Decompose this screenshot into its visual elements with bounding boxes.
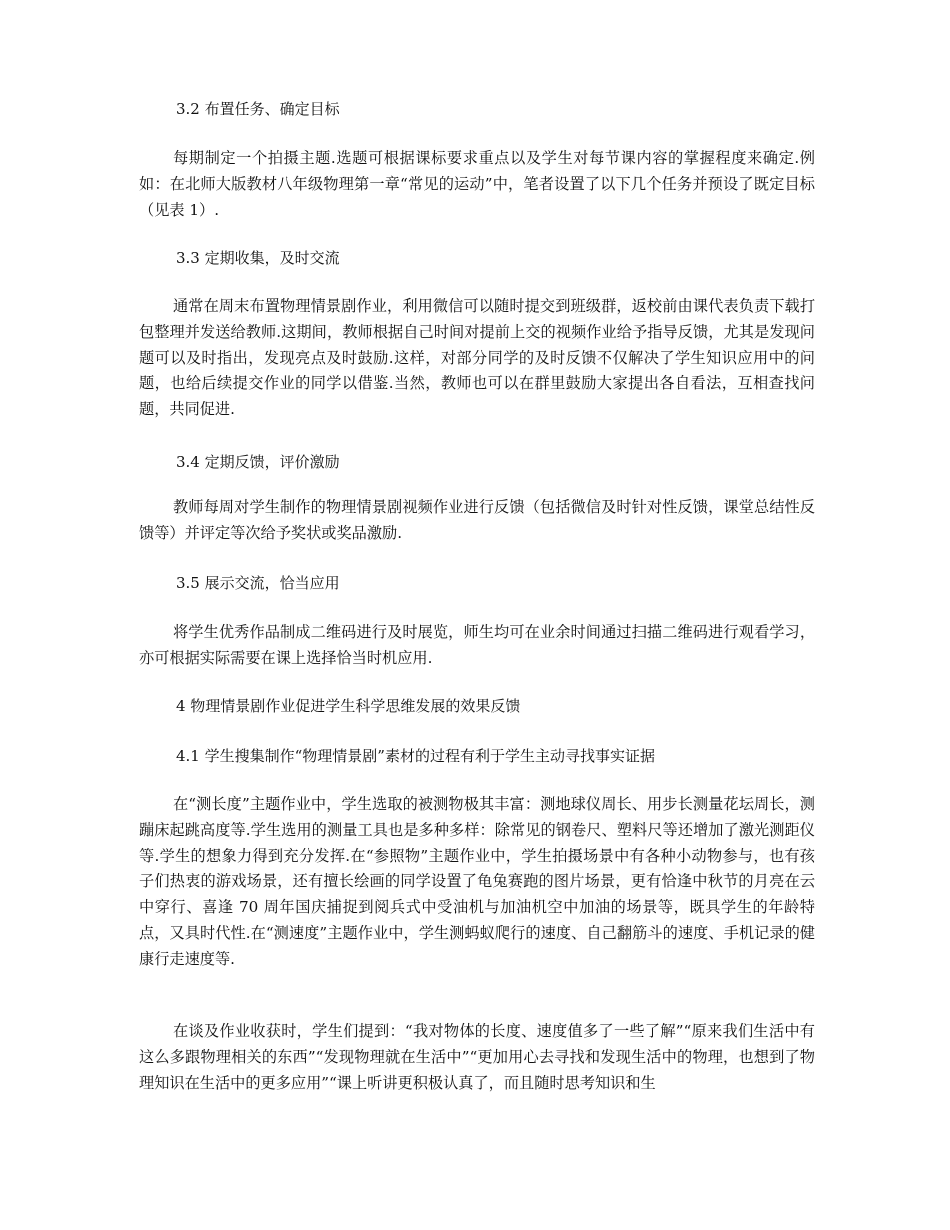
section-heading-3-5: 3.5 展示交流，恰当应用 bbox=[176, 574, 340, 592]
paragraph-4-1-b: 在谈及作业收获时，学生们提到：“我对物体的长度、速度值多了一些了解”“原来我们生活中有这么多跟物理相关的东西”“发现物理就在生活中”“更加用心去寻找和发现生活中的物理，也想到了物理知识在生活中的更多应用”“课上听讲更积极认真了，而且随时思考知识和生 bbox=[139, 1022, 815, 1092]
section-heading-3-3: 3.3 定期收集，及时交流 bbox=[176, 249, 340, 267]
paragraph-3-2: 每期制定一个拍摄主题.选题可根据课标要求重点以及学生对每节课内容的掌握程度来确定.例如：在北师大版教材八年级物理第一章“常见的运动”中，笔者设置了以下几个任务并预设了既定目标（见表 1）. bbox=[139, 149, 815, 219]
paragraph-3-4: 教师每周对学生制作的物理情景剧视频作业进行反馈（包括微信及时针对性反馈，课堂总结性反馈等）并评定等次给予奖状或奖品激励. bbox=[139, 498, 815, 542]
section-heading-3-2: 3.2 布置任务、确定目标 bbox=[176, 100, 340, 118]
paragraph-4-1-a: 在“测长度”主题作业中，学生选取的被测物极其丰富：测地球仪周长、用步长测量花坛周长，测蹦床起跳高度等.学生选用的测量工具也是多种多样：除常见的钢卷尺、塑料尺等还增加了激光测距仪等.学生的想象力得到充分发挥.在“参照物”主题作业中，学生拍摄场景中有各种小动物参与，也有孩子们热衷的游戏场景，还有擅长绘画的同学设置了龟兔赛跑的图片场景，更有恰逢中秋节的月亮在云中穿行、喜逢 70 周年国庆捕捉到阅兵式中受油机与加油机空中加油的场景等，既具学生的年龄特点，又具时代性.在“测速度”主题作业中，学生测蚂蚁爬行的速度、自己翻筋斗的速度、手机记录的健康行走速度等. bbox=[139, 795, 815, 968]
paragraph-3-3: 通常在周末布置物理情景剧作业，利用微信可以随时提交到班级群，返校前由课代表负责下载打包整理并发送给教师.这期间，教师根据自己时间对提前上交的视频作业给予指导反馈，尤其是发现问题可以及时指出，发现亮点及时鼓励.这样，对部分同学的及时反馈不仅解决了学生知识应用中的问题，也给后续提交作业的同学以借鉴.当然，教师也可以在群里鼓励大家提出各自看法，互相查找问题，共同促进. bbox=[139, 297, 815, 419]
paragraph-3-5: 将学生优秀作品制成二维码进行及时展览，师生均可在业余时间通过扫描二维码进行观看学习，亦可根据实际需要在课上选择恰当时机应用. bbox=[139, 623, 815, 667]
section-heading-3-4: 3.4 定期反馈，评价激励 bbox=[176, 453, 340, 471]
section-heading-4: 4 物理情景剧作业促进学生科学思维发展的效果反馈 bbox=[176, 697, 521, 715]
section-heading-4-1: 4.1 学生搜集制作“物理情景剧”素材的过程有利于学生主动寻找事实证据 bbox=[176, 747, 655, 765]
